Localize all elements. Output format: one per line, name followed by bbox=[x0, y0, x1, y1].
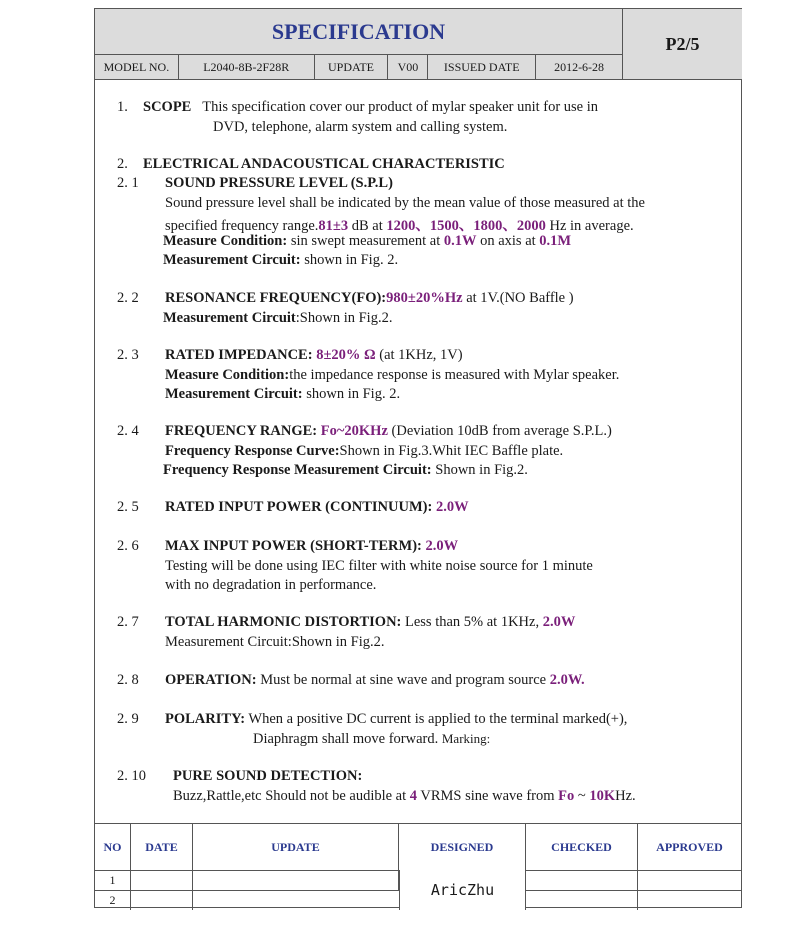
row-update bbox=[193, 870, 399, 890]
section-rated-power: RATED INPUT POWER (CONTINUUM): 2.0W bbox=[165, 499, 469, 515]
col-checked: CHECKED bbox=[526, 824, 638, 870]
row-date bbox=[131, 870, 193, 890]
doc-title: SPECIFICATION bbox=[95, 9, 623, 55]
header-fields bbox=[95, 55, 623, 79]
field-update-label: UPDATE bbox=[315, 55, 389, 79]
page-number: P2/5 bbox=[623, 9, 742, 79]
section-operation: OPERATION: Must be normal at sine wave and program source 2.0W. bbox=[165, 672, 585, 688]
spec-frame bbox=[94, 8, 742, 908]
section-number: 2. 1 bbox=[117, 175, 139, 191]
section-number: 2. 3 bbox=[117, 347, 139, 363]
revision-table bbox=[95, 823, 741, 910]
col-no: NO bbox=[95, 824, 131, 870]
section-number: 1. bbox=[117, 99, 128, 115]
section-resonance: RESONANCE FREQUENCY(FO):980±20%Hz at 1V.(NO Baffle ) bbox=[165, 290, 574, 306]
pure-sound-text: Buzz,Rattle,etc Should not be audible at 4 VRMS sine wave from Fo ~ 10KHz. bbox=[173, 788, 636, 804]
field-issued-label: ISSUED DATE bbox=[428, 55, 536, 79]
field-model-label: MODEL NO. bbox=[95, 55, 179, 79]
section-max-power: MAX INPUT POWER (SHORT-TERM): 2.0W bbox=[165, 538, 459, 554]
revision-header-row bbox=[95, 824, 741, 871]
resonance-circuit: Measurement Circuit:Shown in Fig.2. bbox=[163, 310, 393, 326]
spl-text-1: Sound pressure level shall be indicated by the mean value of those measured at the bbox=[165, 195, 645, 211]
spl-circuit: Measurement Circuit: shown in Fig. 2. bbox=[163, 252, 399, 268]
section-number: 2. 4 bbox=[117, 423, 139, 439]
col-designed: DESIGNED bbox=[399, 824, 526, 870]
spl-condition: Measure Condition: sin swept measurement at 0.1W on axis at 0.1M bbox=[163, 233, 572, 249]
scope-text: This specification cover our product of mylar speaker unit for use in bbox=[202, 99, 599, 115]
scope-text-2: DVD, telephone, alarm system and calling system. bbox=[213, 119, 508, 135]
section-number: 2. 9 bbox=[117, 711, 139, 727]
max-power-text-2: with no degradation in performance. bbox=[165, 577, 377, 593]
spec-content bbox=[95, 79, 741, 823]
section-number: 2. 2 bbox=[117, 290, 139, 306]
thd-circuit: Measurement Circuit:Shown in Fig.2. bbox=[165, 634, 385, 650]
col-date: DATE bbox=[131, 824, 193, 870]
max-power-text-1: Testing will be done using IEC filter with white noise source for 1 minute bbox=[165, 558, 593, 574]
section-title: SCOPE bbox=[143, 99, 192, 115]
impedance-condition: Measure Condition:the impedance response is measured with Mylar speaker. bbox=[165, 367, 620, 383]
section-number: 2. bbox=[117, 156, 128, 172]
section-number: 2. 7 bbox=[117, 614, 139, 630]
section-title: ELECTRICAL ANDACOUSTICAL CHARACTERISTIC bbox=[143, 156, 505, 172]
impedance-circuit: Measurement Circuit: shown in Fig. 2. bbox=[165, 386, 401, 402]
frequency-curve: Frequency Response Curve:Shown in Fig.3.Whit IEC Baffle plate. bbox=[165, 443, 564, 459]
col-update: UPDATE bbox=[193, 824, 399, 870]
header bbox=[95, 9, 741, 80]
row-date bbox=[131, 890, 193, 910]
polarity-text-2: Diaphragm shall move forward. Marking: bbox=[253, 731, 491, 747]
checked-cell bbox=[526, 870, 638, 910]
row-number: 1 bbox=[95, 870, 131, 890]
section-number: 2. 5 bbox=[117, 499, 139, 515]
section-impedance: RATED IMPEDANCE: 8±20% Ω (at 1KHz, 1V) bbox=[165, 347, 463, 363]
field-issued-value: 2012-6-28 bbox=[536, 55, 622, 79]
row-number: 2 bbox=[95, 890, 131, 910]
section-number: 2. 10 bbox=[117, 768, 146, 784]
section-frequency: FREQUENCY RANGE: Fo~20KHz (Deviation 10dB from average S.P.L.) bbox=[165, 423, 612, 439]
section-polarity: POLARITY: When a positive DC current is applied to the terminal marked(+), bbox=[165, 711, 628, 727]
section-title: SOUND PRESSURE LEVEL (S.P.L) bbox=[165, 175, 393, 191]
field-update-value: V00 bbox=[388, 55, 428, 79]
section-scope bbox=[143, 99, 598, 116]
section-title: PURE SOUND DETECTION: bbox=[173, 768, 363, 784]
section-number: 2. 8 bbox=[117, 672, 139, 688]
section-thd: TOTAL HARMONIC DISTORTION: Less than 5% at 1KHz, 2.0W bbox=[165, 614, 576, 630]
designer-name: AricZhu bbox=[399, 870, 526, 910]
section-number: 2. 6 bbox=[117, 538, 139, 554]
row-update bbox=[193, 890, 399, 910]
col-approved: APPROVED bbox=[656, 840, 723, 854]
frequency-circuit: Frequency Response Measurement Circuit: Shown in Fig.2. bbox=[163, 462, 528, 478]
spl-text-2: specified frequency range.81±3 dB at 1200、1500、1800、2000 Hz in average. bbox=[165, 218, 634, 234]
field-model-value: L2040-8B-2F28R bbox=[179, 55, 315, 79]
